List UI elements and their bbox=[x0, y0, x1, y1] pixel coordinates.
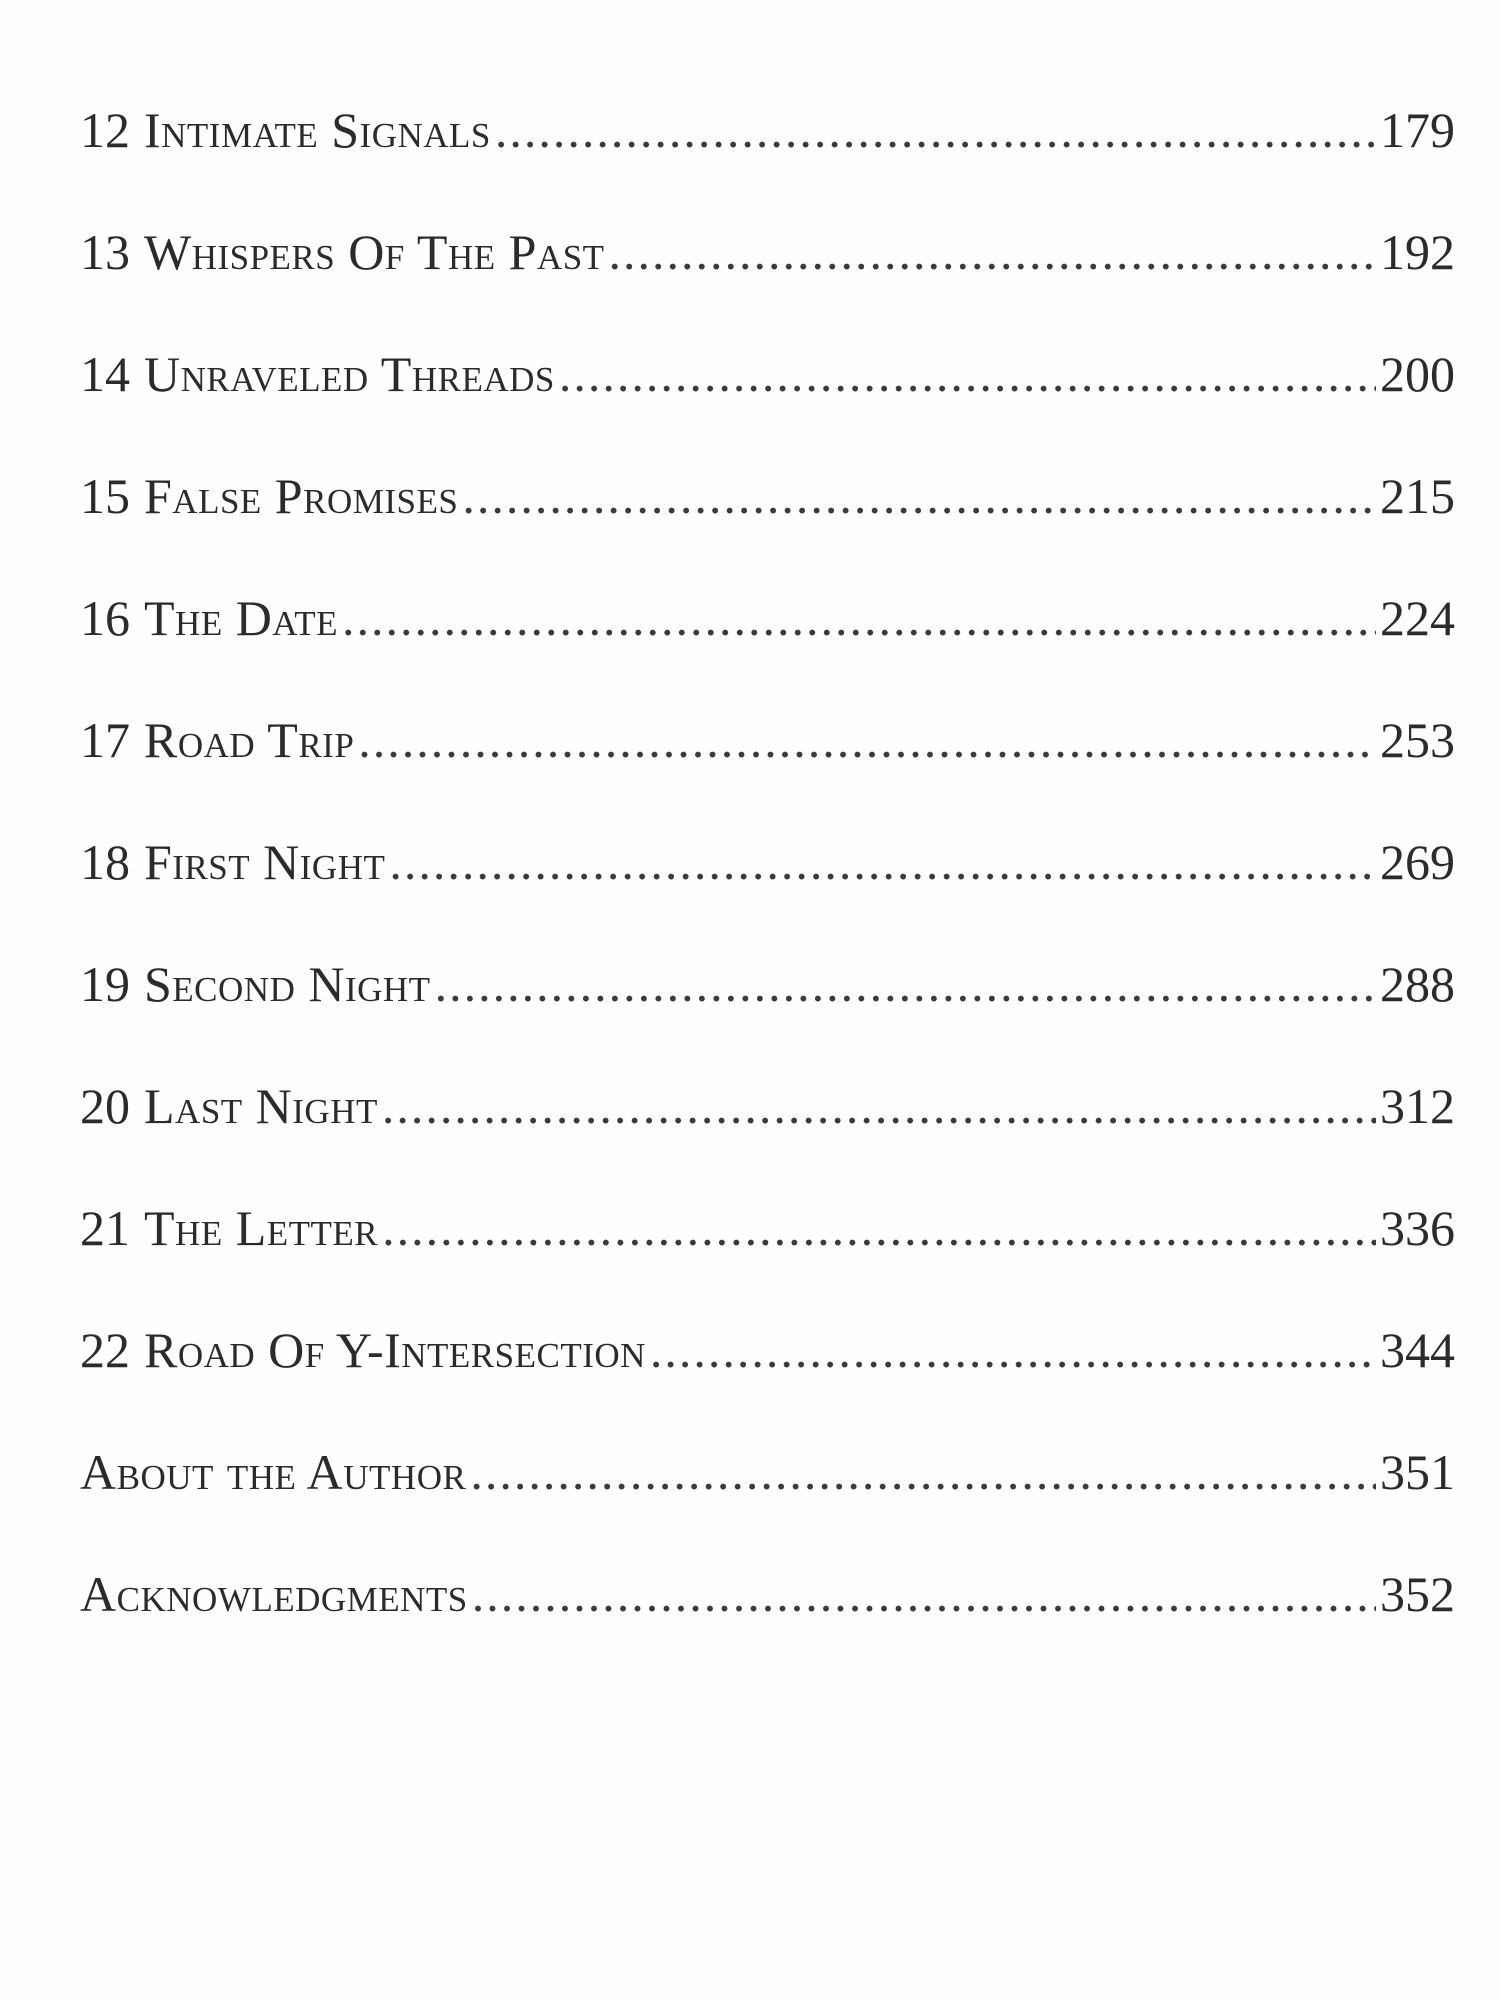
chapter-title: The Date bbox=[144, 590, 338, 646]
page-number: 269 bbox=[1380, 834, 1455, 890]
chapter-number: 18 bbox=[80, 834, 130, 890]
toc-entry-chapter-16 bbox=[80, 590, 1455, 715]
page-number: 179 bbox=[1380, 102, 1455, 158]
toc-entry-chapter-21 bbox=[80, 1200, 1455, 1325]
page-number: 215 bbox=[1380, 468, 1455, 524]
toc-entry-acknowledgments bbox=[80, 1566, 1455, 1691]
chapter-number: 20 bbox=[80, 1078, 130, 1134]
chapter-title: Last Night bbox=[144, 1078, 378, 1134]
chapter-number: 12 bbox=[80, 102, 130, 158]
dot-leader bbox=[462, 471, 1376, 521]
chapter-title: Intimate Signals bbox=[144, 102, 491, 158]
chapter-number: 15 bbox=[80, 468, 130, 524]
chapter-title: Road Trip bbox=[144, 712, 355, 768]
dot-leader bbox=[650, 1325, 1376, 1375]
dot-leader bbox=[342, 593, 1376, 643]
page-number: 344 bbox=[1380, 1322, 1455, 1378]
table-of-contents bbox=[80, 102, 1455, 1691]
chapter-number: 14 bbox=[80, 346, 130, 402]
chapter-number: 16 bbox=[80, 590, 130, 646]
page-number: 336 bbox=[1380, 1200, 1455, 1256]
chapter-title: Unraveled Threads bbox=[144, 346, 555, 402]
chapter-title: Whispers Of The Past bbox=[144, 224, 605, 280]
toc-entry-about-the-author bbox=[80, 1444, 1455, 1569]
dot-leader bbox=[435, 959, 1376, 1009]
toc-entry-chapter-12 bbox=[80, 102, 1455, 227]
dot-leader bbox=[382, 1081, 1376, 1131]
chapter-number: 17 bbox=[80, 712, 130, 768]
page-number: 253 bbox=[1380, 712, 1455, 768]
chapter-number: 21 bbox=[80, 1200, 130, 1256]
toc-entry-chapter-22 bbox=[80, 1322, 1455, 1447]
chapter-title: The Letter bbox=[144, 1200, 379, 1256]
dot-leader bbox=[472, 1569, 1376, 1619]
page-number: 200 bbox=[1380, 346, 1455, 402]
toc-entry-chapter-18 bbox=[80, 834, 1455, 959]
toc-entry-chapter-14 bbox=[80, 346, 1455, 471]
toc-entry-chapter-17 bbox=[80, 712, 1455, 837]
section-title: Acknowledgments bbox=[80, 1566, 468, 1622]
dot-leader bbox=[470, 1447, 1376, 1497]
page-number: 312 bbox=[1380, 1078, 1455, 1134]
chapter-number: 19 bbox=[80, 956, 130, 1012]
toc-entry-chapter-19 bbox=[80, 956, 1455, 1081]
dot-leader bbox=[609, 227, 1376, 277]
page-number: 288 bbox=[1380, 956, 1455, 1012]
dot-leader bbox=[382, 1203, 1376, 1253]
toc-entry-chapter-20 bbox=[80, 1078, 1455, 1203]
dot-leader bbox=[389, 837, 1376, 887]
page-number: 224 bbox=[1380, 590, 1455, 646]
chapter-title: Road Of Y-Intersection bbox=[144, 1322, 646, 1378]
chapter-number: 22 bbox=[80, 1322, 130, 1378]
page-number: 351 bbox=[1380, 1444, 1455, 1500]
chapter-title: Second Night bbox=[144, 956, 431, 1012]
chapter-title: First Night bbox=[144, 834, 386, 890]
toc-entry-chapter-13 bbox=[80, 224, 1455, 349]
chapter-number: 13 bbox=[80, 224, 130, 280]
page-number: 352 bbox=[1380, 1566, 1455, 1622]
dot-leader bbox=[559, 349, 1376, 399]
page-number: 192 bbox=[1380, 224, 1455, 280]
dot-leader bbox=[358, 715, 1376, 765]
section-title: About the Author bbox=[80, 1444, 467, 1500]
toc-entry-chapter-15 bbox=[80, 468, 1455, 593]
dot-leader bbox=[495, 105, 1376, 155]
chapter-title: False Promises bbox=[144, 468, 459, 524]
